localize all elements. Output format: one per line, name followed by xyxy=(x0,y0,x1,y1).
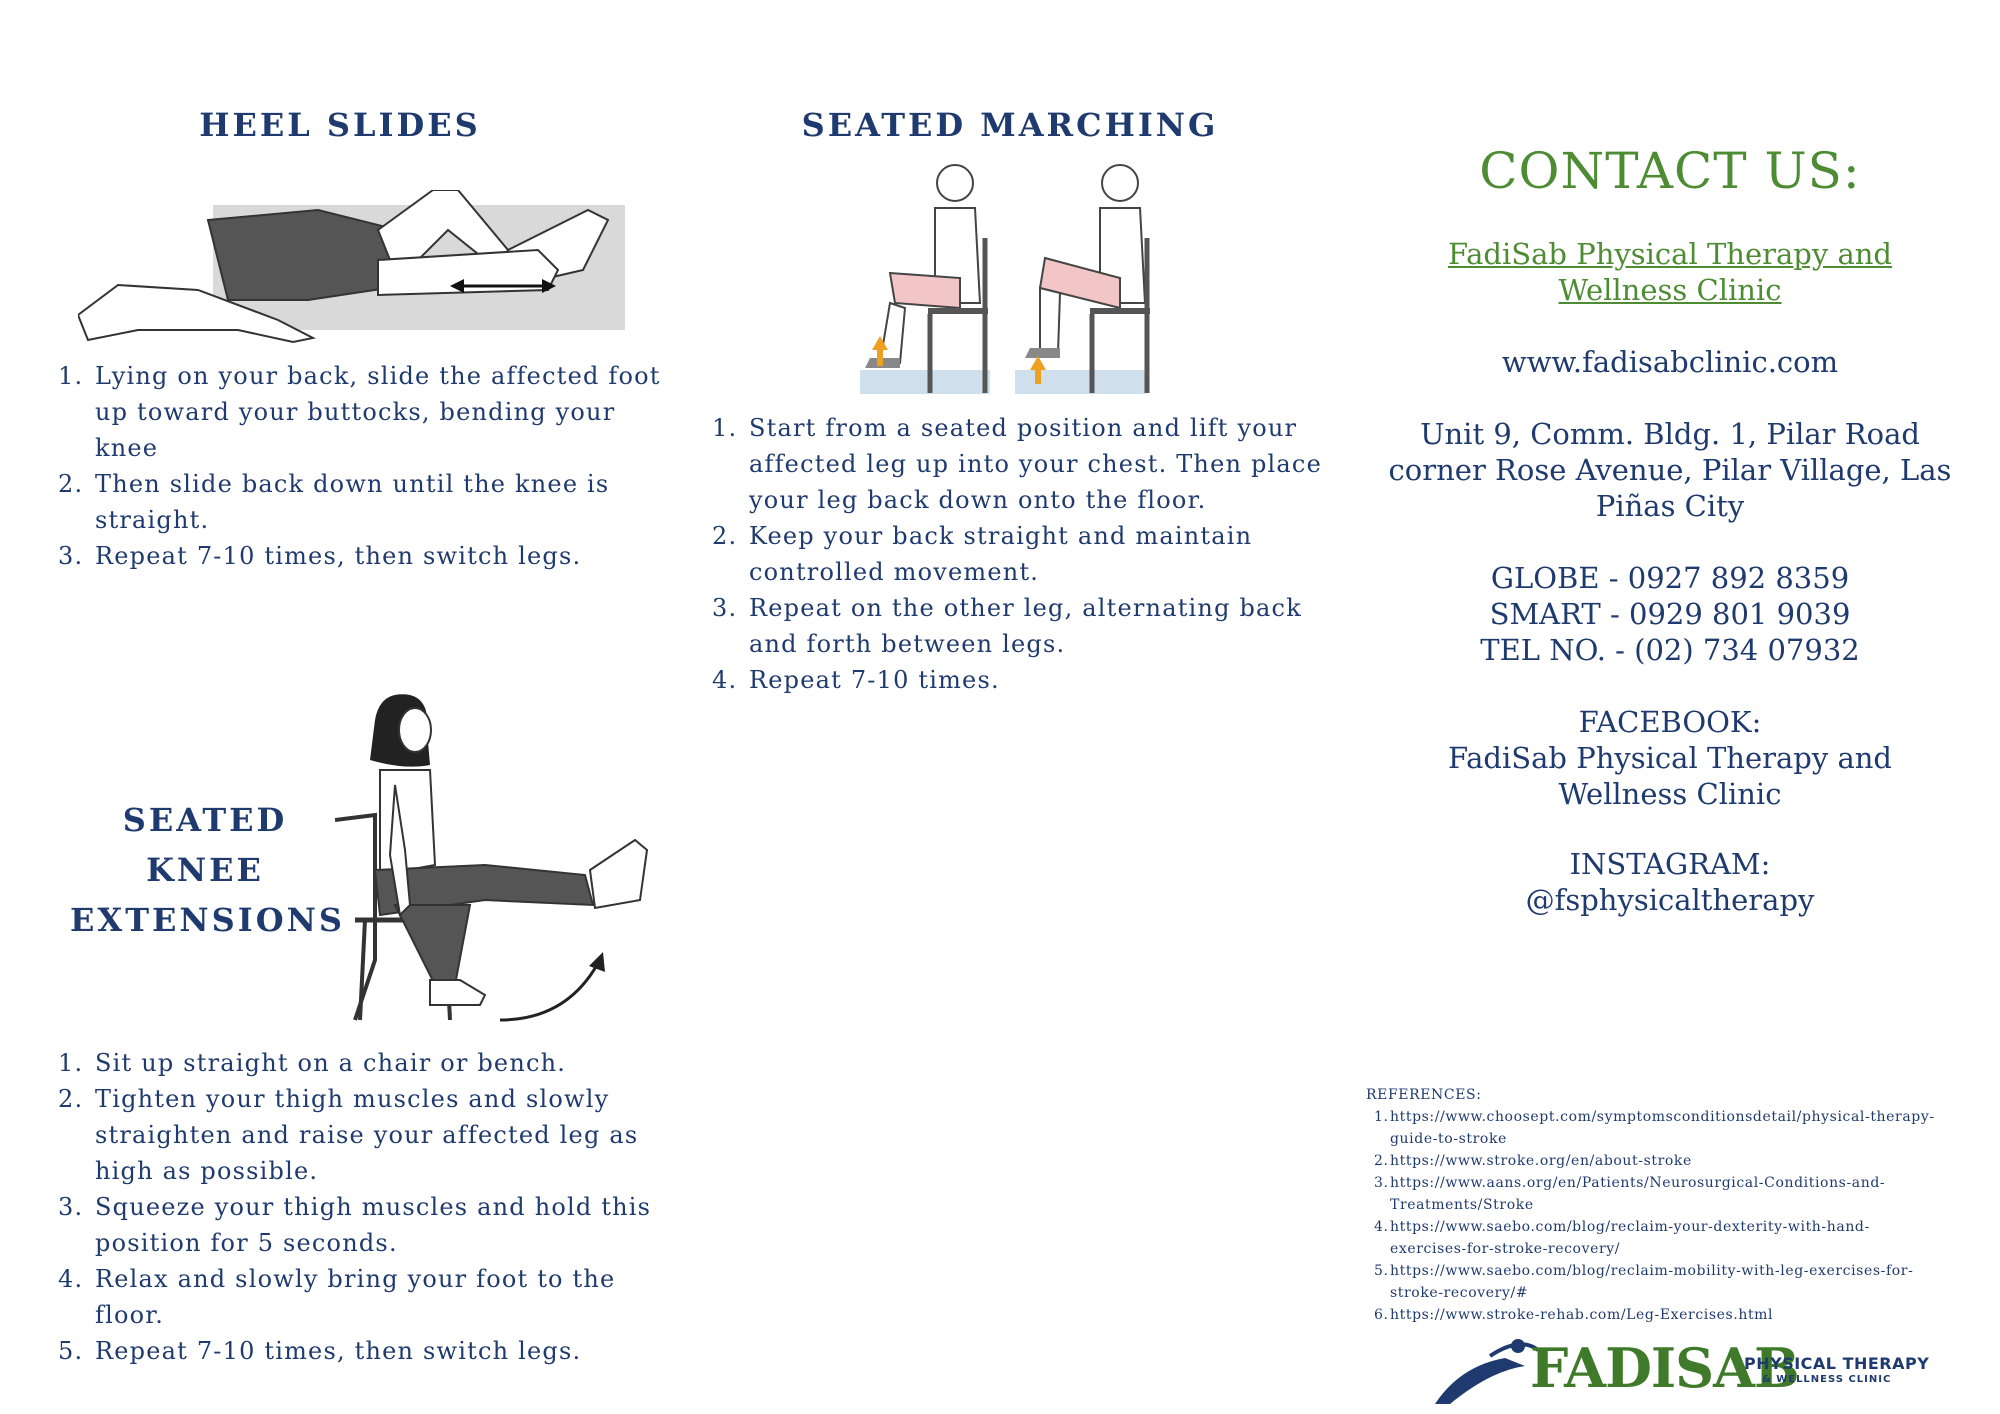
list-item: 2. Tighten your thigh muscles and slowly straighten and raise your affected leg as high as possible. xyxy=(58,1085,639,1185)
list-item: 1. Sit up straight on a chair or bench. xyxy=(58,1049,567,1077)
logo-wordmark: FADISAB xyxy=(1530,1336,1799,1400)
clinic-logo xyxy=(1430,1336,1930,1406)
smart-number: SMART - 0929 801 9039 xyxy=(1489,597,1851,631)
instagram-info: INSTAGRAM: @fsphysicaltherapy xyxy=(1380,846,1960,918)
address: Unit 9, Comm. Bldg. 1, Pilar Road corner Rose Avenue, Pilar Village, Las Piñas City xyxy=(1388,417,1952,523)
list-item: 4. https://www.saebo.com/blog/reclaim-your-dexterity-with-hand- exercises-for-stroke-recovery/ xyxy=(1374,1219,1870,1257)
seated-marching-title: SEATED MARCHING xyxy=(801,106,1219,144)
knee-extensions-title: SEATED KNEE EXTENSIONS xyxy=(70,801,345,939)
website-link[interactable]: www.fadisabclinic.com xyxy=(1501,345,1839,379)
list-item: 4. Relax and slowly bring your foot to the floor. xyxy=(58,1265,616,1329)
list-item: 1. https://www.choosept.com/symptomsconditionsdetail/physical-therapy- guide-to-stroke xyxy=(1374,1109,1935,1147)
list-item: 3. https://www.aans.org/en/Patients/Neurosurgical-Conditions-and- Treatments/Stroke xyxy=(1374,1175,1886,1213)
heel-slides-steps xyxy=(58,358,668,574)
facebook-info: FACEBOOK: FadiSab Physical Therapy and Wellness Clinic xyxy=(1380,704,1960,812)
phone-numbers xyxy=(1380,560,1960,668)
list-item: 3. Repeat 7-10 times, then switch legs. xyxy=(58,542,582,570)
list-item: 6. https://www.stroke-rehab.com/Leg-Exercises.html xyxy=(1374,1307,1774,1323)
list-item: 2. https://www.stroke.org/en/about-stroke xyxy=(1374,1153,1692,1169)
list-item: 2. Then slide back down until the knee is straight. xyxy=(58,470,610,534)
references-label: REFERENCES: xyxy=(1366,1087,1482,1103)
list-item: 3. Repeat on the other leg, alternating back and forth between legs. xyxy=(712,594,1302,658)
logo-subtitle: PHYSICAL THERAPY xyxy=(1744,1354,1930,1373)
knee-extensions-illustration xyxy=(335,690,655,1030)
list-item: 3. Squeeze your thigh muscles and hold this position for 5 seconds. xyxy=(58,1193,652,1257)
heel-slides-illustration xyxy=(78,190,628,350)
instagram-handle[interactable]: @fsphysicaltherapy xyxy=(1525,883,1815,917)
runner-swoosh-icon xyxy=(1430,1336,1540,1406)
list-item: 1. Start from a seated position and lift your affected leg up into your chest. Then place your leg back down onto the floor. xyxy=(712,414,1322,514)
tel-number: TEL NO. - (02) 734 07932 xyxy=(1480,633,1860,667)
list-item: 2. Keep your back straight and maintain controlled movement. xyxy=(712,522,1253,586)
seated-marching-steps xyxy=(712,410,1322,698)
contact-title: CONTACT US: xyxy=(1479,142,1861,200)
knee-extensions-steps xyxy=(58,1045,668,1369)
heel-slides-title: HEEL SLIDES xyxy=(199,106,481,144)
list-item: 5. Repeat 7-10 times, then switch legs. xyxy=(58,1337,582,1365)
seated-marching-illustration xyxy=(840,158,1170,403)
references xyxy=(1366,1084,1986,1326)
list-item: 1. Lying on your back, slide the affected foot up toward your buttocks, bending your knee xyxy=(58,362,661,462)
facebook-page[interactable]: FadiSab Physical Therapy and xyxy=(1447,741,1892,775)
list-item: 4. Repeat 7-10 times. xyxy=(712,666,1000,694)
logo-subtitle-2: & WELLNESS CLINIC xyxy=(1762,1374,1892,1385)
clinic-name-link[interactable]: FadiSab Physical Therapy and Wellness Clinic xyxy=(1447,237,1892,307)
globe-number: GLOBE - 0927 892 8359 xyxy=(1490,561,1850,595)
list-item: 5. https://www.saebo.com/blog/reclaim-mobility-with-leg-exercises-for- stroke-recovery/# xyxy=(1374,1263,1914,1301)
